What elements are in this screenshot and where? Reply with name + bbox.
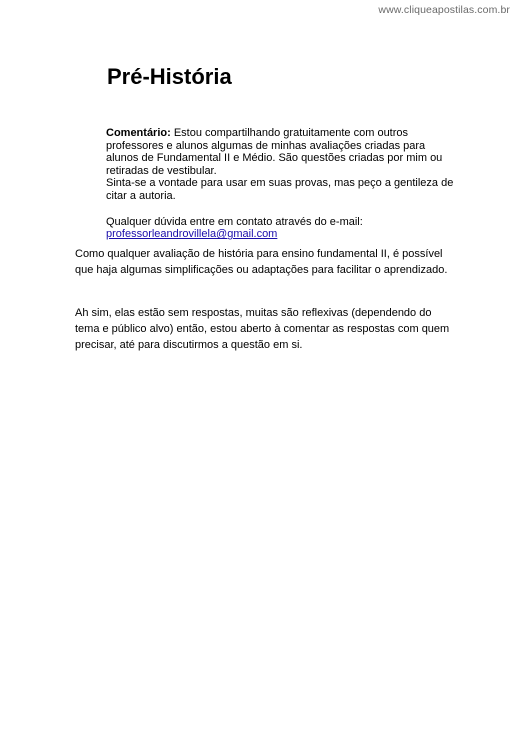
- answers-paragraph: Ah sim, elas estão sem respostas, muitas são reflexivas (dependendo do tema e público alvo) então, estou aberto à comentar as respostas com quem precisar, até para discutirmos a questão em si.: [75, 307, 450, 351]
- comment-paragraph: [106, 127, 456, 177]
- email-link[interactable]: professorleandrovillela@gmail.com: [106, 228, 278, 241]
- comment-note: Sinta-se a vontade para usar em suas provas, mas peço a gentileza de citar a autoria.: [106, 177, 454, 202]
- page-title: Pré-História: [107, 64, 232, 89]
- contact-text: Qualquer dúvida entre em contato através do e-mail:: [106, 215, 363, 228]
- comment-label: Comentário:: [106, 127, 171, 139]
- comment-block: [106, 127, 456, 241]
- comment-text: Estou compartilhando gratuitamente com outros professores e alunos algumas de minhas avaliações criadas para alunos de Fundamental II e Médio. São questões criadas por mim ou retiradas de vestibular.: [106, 127, 443, 177]
- intro-paragraph: Como qualquer avaliação de história para ensino fundamental II, é possível que haja algumas simplificações ou adaptações para facilitar o aprendizado.: [75, 248, 448, 276]
- site-url-header: www.cliqueapostilas.com.br: [378, 4, 510, 16]
